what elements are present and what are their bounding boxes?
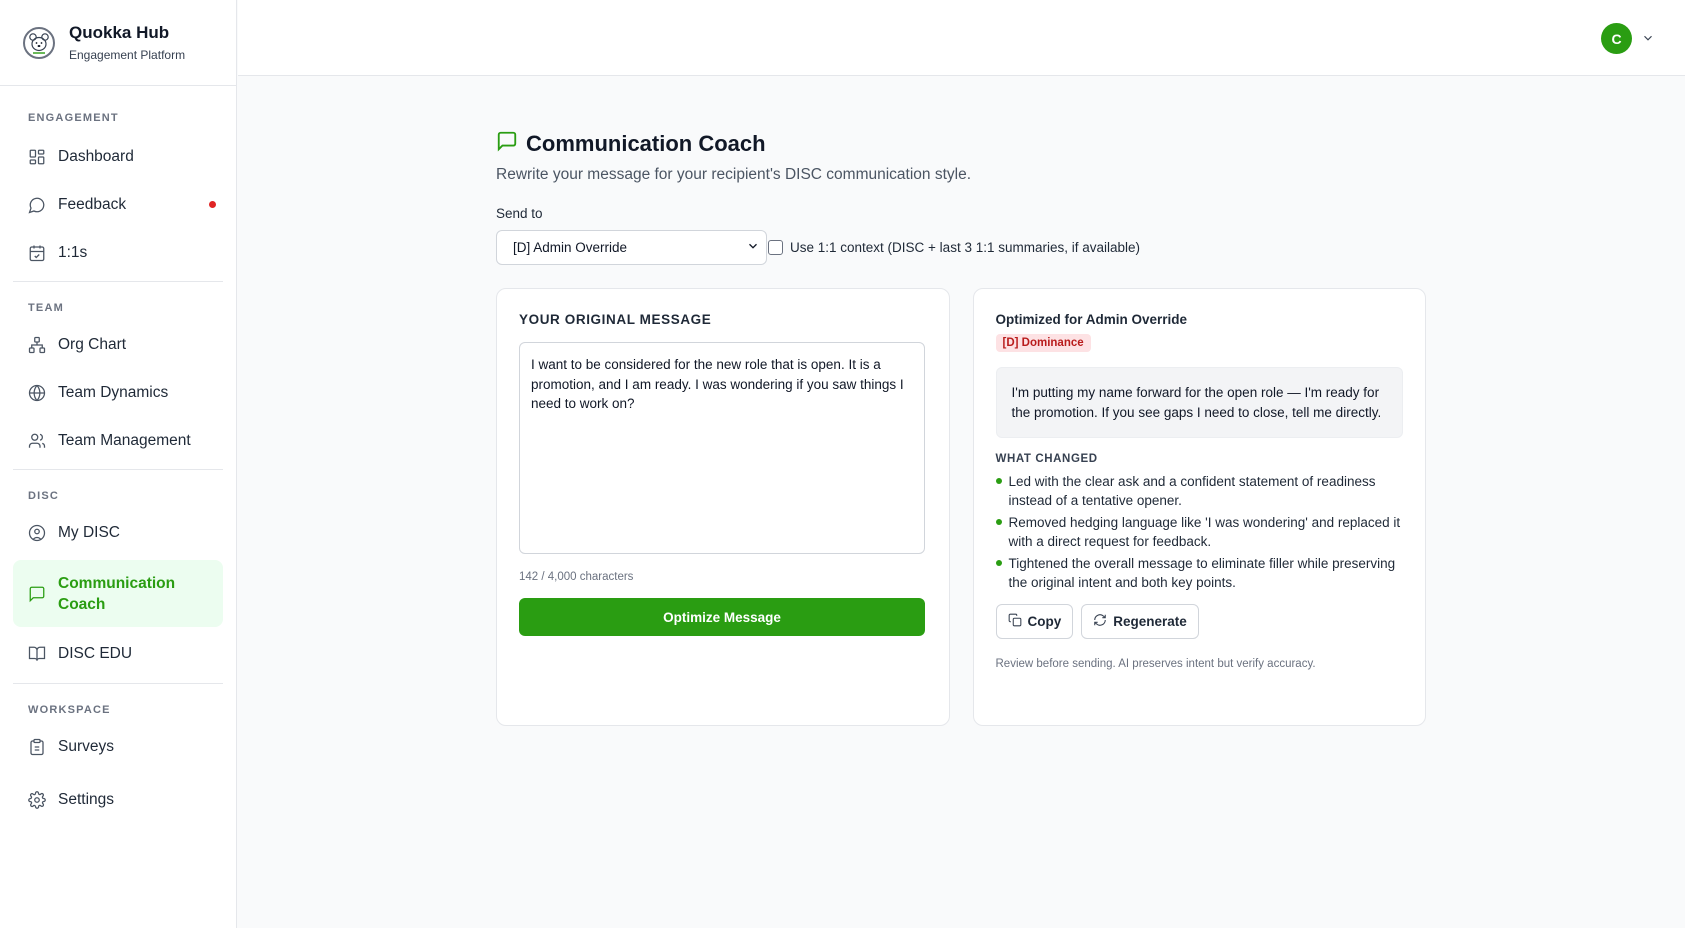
user-circle-icon	[28, 524, 46, 542]
regenerate-button[interactable]	[1081, 604, 1199, 639]
top-bar	[238, 0, 1685, 76]
book-open-icon	[28, 645, 46, 663]
optimized-message-text: I'm putting my name forward for the open role — I'm ready for the promotion. If you see gaps I need to close, tell me directly.	[996, 367, 1403, 438]
original-message-card	[496, 288, 950, 726]
regenerate-label: Regenerate	[1113, 614, 1187, 629]
sidebar-item-label: Surveys	[58, 738, 114, 755]
optimized-message-card	[973, 288, 1427, 726]
use-context-label[interactable]: Use 1:1 context (DISC + last 3 1:1 summaries, if available)	[790, 240, 1141, 255]
recipient-select[interactable]	[496, 230, 767, 265]
sidebar-item-my-disc[interactable]	[13, 509, 223, 557]
notification-dot	[209, 201, 216, 208]
avatar[interactable]: C	[1601, 23, 1632, 54]
section-label-team: TEAM	[28, 302, 64, 314]
sidebar-item-disc-edu[interactable]	[13, 630, 223, 678]
chat-bubble-icon	[28, 196, 46, 214]
sidebar-item-settings[interactable]	[13, 776, 223, 824]
sidebar-item-dashboard[interactable]	[13, 133, 223, 181]
gear-icon	[28, 791, 46, 809]
refresh-icon	[1093, 613, 1113, 630]
sidebar-item-label: Dashboard	[58, 148, 134, 165]
recipient-select-value: [D] Admin Override	[513, 240, 628, 255]
sidebar-item-label: Feedback	[58, 196, 127, 213]
dashboard-icon	[28, 148, 46, 166]
sidebar-item-label: Org Chart	[58, 336, 127, 353]
disc-style-badge: [D] Dominance	[996, 334, 1091, 352]
message-square-icon	[28, 585, 46, 603]
list-item: Removed hedging language like 'I was wondering' and replaced it with a direct request for feedback.	[996, 513, 1404, 551]
what-changed-heading: WHAT CHANGED	[995, 453, 1098, 465]
quokka-logo-icon	[23, 27, 55, 59]
sidebar-item-label: My DISC	[58, 524, 120, 541]
clipboard-icon	[28, 738, 46, 756]
sidebar-item-label: 1:1s	[58, 244, 88, 261]
list-item: Led with the clear ask and a confident statement of readiness instead of a tentative opener.	[996, 472, 1404, 510]
optimized-title: Optimized for Admin Override	[995, 312, 1188, 327]
brand-subtitle: Engagement Platform	[69, 48, 186, 62]
brand[interactable]	[0, 0, 236, 86]
chevron-down-icon	[746, 239, 760, 256]
optimize-message-button[interactable]: Optimize Message	[519, 598, 925, 636]
sidebar-item-label: Team Management	[58, 432, 191, 449]
sidebar-item-1on1s[interactable]	[13, 229, 223, 277]
what-changed-list	[996, 472, 1404, 592]
page-title: Communication Coach	[526, 130, 766, 156]
use-context-checkbox[interactable]	[768, 240, 783, 255]
main-content	[496, 130, 1426, 726]
message-square-icon	[496, 130, 518, 157]
sidebar-item-feedback[interactable]	[13, 181, 223, 229]
org-chart-icon	[28, 336, 46, 354]
globe-icon	[28, 384, 46, 402]
copy-label: Copy	[1027, 614, 1062, 629]
users-icon	[28, 432, 46, 450]
sidebar-item-team-dynamics[interactable]	[13, 369, 223, 417]
original-message-textarea[interactable]: I want to be considered for the new role that is open. It is a promotion, and I am ready. I was wondering if you saw things I need to work on?	[519, 342, 925, 554]
sidebar-item-surveys[interactable]	[13, 723, 223, 771]
page-subtitle: Rewrite your message for your recipient's DISC communication style.	[496, 166, 972, 183]
original-message-heading: YOUR ORIGINAL MESSAGE	[519, 312, 712, 327]
sidebar-item-label: Team Dynamics	[58, 384, 169, 401]
send-to-label: Send to	[496, 206, 543, 221]
list-item: Tightened the overall message to eliminate filler while preserving the original intent and both key points.	[996, 554, 1404, 592]
sidebar-item-communication-coach[interactable]	[13, 560, 223, 627]
sidebar-item-team-management[interactable]	[13, 417, 223, 465]
character-count: 142 / 4,000 characters	[519, 571, 634, 583]
sidebar-item-label: Settings	[58, 791, 115, 808]
sidebar	[0, 0, 237, 928]
calendar-check-icon	[28, 244, 46, 262]
section-label-disc: DISC	[28, 490, 60, 502]
sidebar-item-org-chart[interactable]	[13, 321, 223, 369]
section-label-workspace: WORKSPACE	[28, 704, 111, 716]
sidebar-item-label: DISC EDU	[58, 645, 133, 662]
review-disclaimer: Review before sending. AI preserves intent but verify accuracy.	[995, 658, 1316, 670]
copy-button[interactable]	[996, 604, 1074, 639]
chevron-down-icon[interactable]	[1641, 31, 1655, 45]
sidebar-item-label: Communication Coach	[58, 574, 176, 613]
copy-icon	[1008, 613, 1028, 630]
brand-name: Quokka Hub	[69, 23, 170, 42]
section-label-engagement: ENGAGEMENT	[28, 112, 119, 124]
